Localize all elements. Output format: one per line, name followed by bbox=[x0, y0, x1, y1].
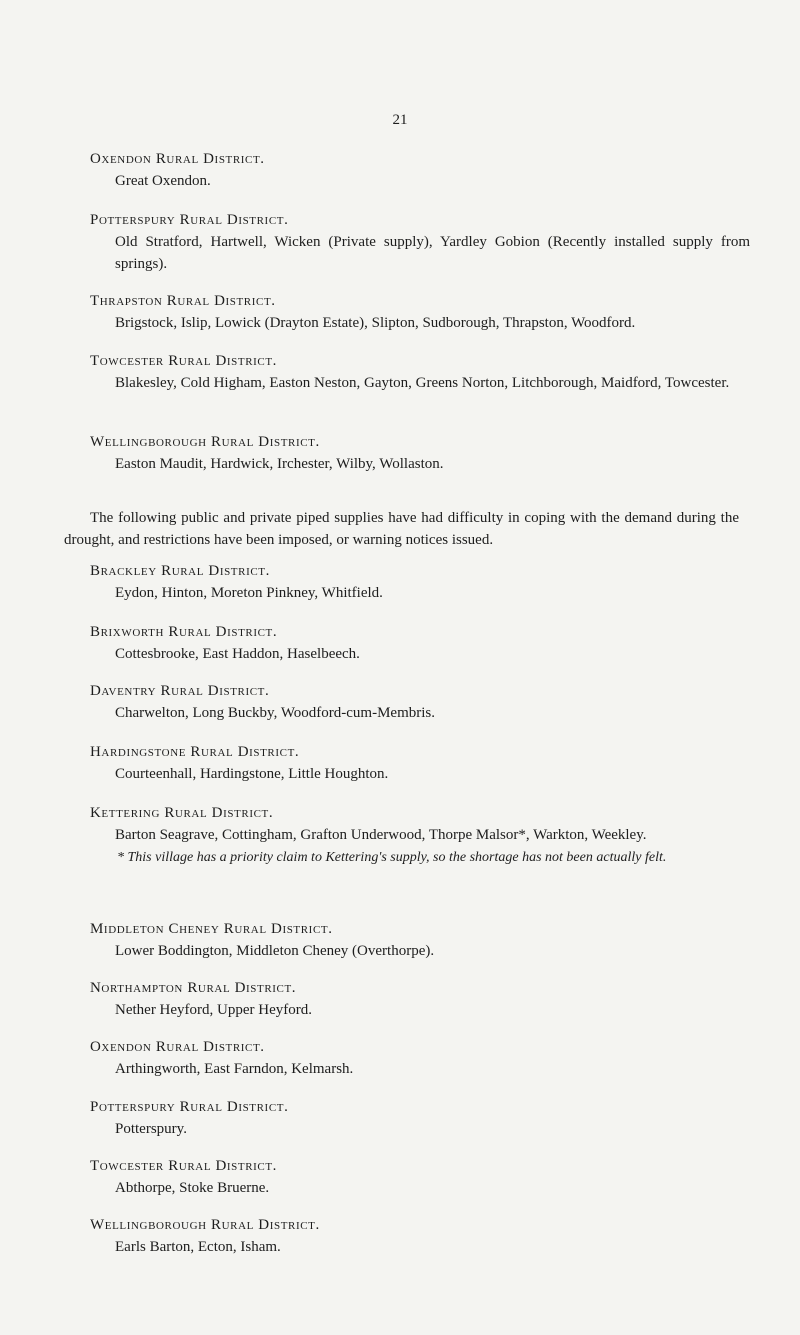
district-entry bbox=[90, 1214, 750, 1258]
district-heading: Brackley Rural District. bbox=[90, 563, 270, 579]
district-heading: Daventry Rural District. bbox=[90, 683, 270, 699]
district-villages: Brigstock, Islip, Lowick (Drayton Estate), Slipton, Sudborough, Thrapston, Woodford. bbox=[115, 315, 636, 331]
district-villages: Cottesbrooke, East Haddon, Haselbeech. bbox=[115, 646, 360, 662]
district-entry bbox=[90, 560, 750, 604]
district-villages: Nether Heyford, Upper Heyford. bbox=[115, 1002, 313, 1018]
district-heading: Middleton Cheney Rural District. bbox=[90, 921, 333, 937]
district-entry bbox=[90, 621, 750, 665]
district-villages: Lower Boddington, Middleton Cheney (Overthorpe). bbox=[115, 943, 435, 959]
district-entry bbox=[90, 680, 750, 724]
page-number: 21 bbox=[392, 112, 408, 128]
district-villages: Blakesley, Cold Higham, Easton Neston, Gayton, Greens Norton, Litchborough, Maidford, Towcester. bbox=[115, 375, 730, 391]
district-entry bbox=[90, 431, 750, 475]
district-entry bbox=[90, 977, 750, 1021]
district-villages: Eydon, Hinton, Moreton Pinkney, Whitfield. bbox=[115, 585, 383, 601]
district-entry bbox=[90, 1036, 750, 1080]
district-heading: Potterspury Rural District. bbox=[90, 212, 289, 228]
district-heading: Wellingborough Rural District. bbox=[90, 1217, 320, 1233]
district-heading: Oxendon Rural District. bbox=[90, 1039, 265, 1055]
district-heading: Towcester Rural District. bbox=[90, 353, 278, 369]
district-heading: Potterspury Rural District. bbox=[90, 1099, 289, 1115]
district-entry bbox=[90, 148, 750, 192]
intro-paragraph: The following public and private piped supplies have had difficulty in coping with the demand during the drought, and restrictions have been imposed, or warning notices issued. bbox=[64, 510, 739, 548]
district-heading: Brixworth Rural District. bbox=[90, 624, 278, 640]
district-heading: Hardingstone Rural District. bbox=[90, 744, 300, 760]
district-entry bbox=[90, 1096, 750, 1140]
district-villages: Barton Seagrave, Cottingham, Grafton Underwood, Thorpe Malsor*, Warkton, Weekley. bbox=[115, 827, 647, 843]
district-heading: Thrapston Rural District. bbox=[90, 293, 276, 309]
footnote: * This village has a priority claim to Kettering's supply, so the shortage has not been actually felt. bbox=[117, 850, 667, 865]
district-heading: Towcester Rural District. bbox=[90, 1158, 278, 1174]
district-entry bbox=[90, 290, 750, 334]
district-villages: Great Oxendon. bbox=[115, 173, 211, 189]
district-villages: Arthingworth, East Farndon, Kelmarsh. bbox=[115, 1061, 354, 1077]
district-heading: Northampton Rural District. bbox=[90, 980, 297, 996]
district-entry bbox=[90, 741, 750, 785]
district-entry bbox=[90, 350, 750, 394]
district-entry bbox=[90, 918, 750, 962]
district-villages: Charwelton, Long Buckby, Woodford-cum-Membris. bbox=[115, 705, 435, 721]
district-heading: Oxendon Rural District. bbox=[90, 151, 265, 167]
district-villages: Easton Maudit, Hardwick, Irchester, Wilby, Wollaston. bbox=[115, 456, 444, 472]
district-villages: Old Stratford, Hartwell, Wicken (Private supply), Yardley Gobion (Recently installed supply from springs). bbox=[115, 234, 750, 272]
district-villages: Earls Barton, Ecton, Isham. bbox=[115, 1239, 281, 1255]
district-entry bbox=[90, 209, 750, 275]
district-heading: Kettering Rural District. bbox=[90, 805, 274, 821]
district-entry bbox=[90, 1155, 750, 1199]
district-villages: Potterspury. bbox=[115, 1121, 187, 1137]
district-heading: Wellingborough Rural District. bbox=[90, 434, 320, 450]
district-entry bbox=[90, 802, 750, 868]
district-villages: Courteenhall, Hardingstone, Little Houghton. bbox=[115, 766, 389, 782]
district-villages: Abthorpe, Stoke Bruerne. bbox=[115, 1180, 270, 1196]
